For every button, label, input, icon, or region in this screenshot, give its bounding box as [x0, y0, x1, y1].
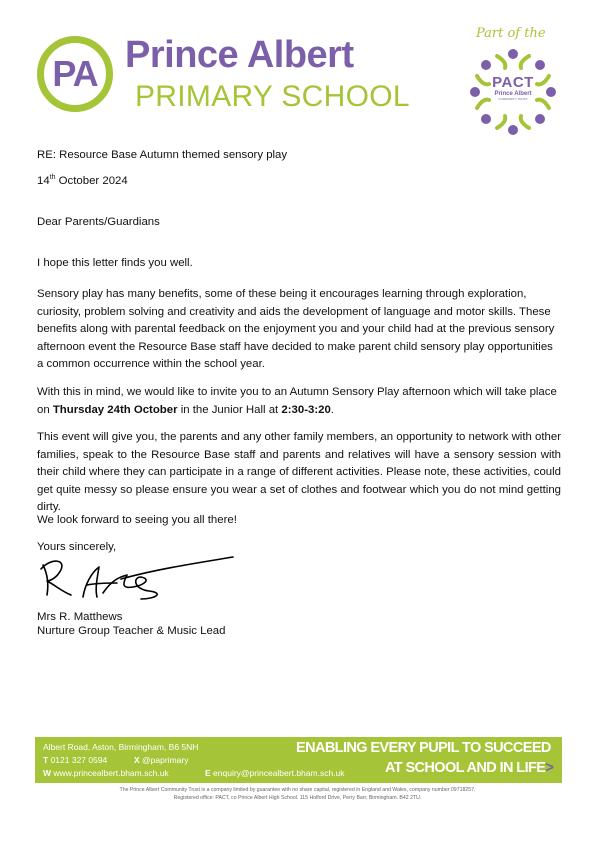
p3-text-c: .: [330, 403, 334, 416]
letter-subject: RE: Resource Base Autumn themed sensory play: [37, 149, 288, 161]
x-handle: @paprimary: [139, 755, 189, 765]
footer-legal-line2: Registered office: PACT, co Prince Albert High School. 115 Holford Drive, Perry Barr, Birmingham. B42 2TU.: [173, 795, 422, 801]
email-key: E: [205, 768, 211, 778]
part-of-label: Part of the: [476, 26, 546, 41]
letter-paragraph-1: I hope this letter finds you well.: [37, 257, 193, 269]
slogan-line2-text: AT SCHOOL AND IN LIFE: [385, 760, 546, 776]
event-time: 2:30-3:20: [281, 403, 331, 416]
school-name-line1: Prince Albert: [125, 34, 354, 76]
school-logo-mark: [37, 36, 113, 112]
footer-x-handle[interactable]: [134, 755, 188, 765]
letter-paragraph-4: This event will give you, the parents and any other family members, an opportunity to network with other families, speak to the Resource Base staff and parents and relatives will have a sensory session with their child where they can participate in a range of different activities. Please note, these activities, could get quite messy so please ensure you wear a set of clothes and footwear which you do not mind getting dirty.: [37, 431, 561, 513]
school-name-line2: PRIMARY SCHOOL: [135, 80, 410, 113]
pact-title: PACT: [492, 74, 534, 91]
tel-number: 0121 327 0594: [48, 755, 108, 765]
web-key: W: [43, 768, 52, 778]
letter-date: [37, 175, 128, 187]
pact-subtitle: Prince Albert: [494, 91, 532, 97]
footer-legal-line1: The Prince Albert Community Trust is a company limited by guarantee with no share capital, registered in England and Wales, company number 09718257.: [119, 787, 476, 793]
tel-key: T: [43, 755, 49, 765]
letter-paragraph-5: We look forward to seeing you all there!: [37, 514, 237, 526]
logo-initials: PA: [52, 53, 98, 94]
letter-paragraph-3: [37, 384, 561, 419]
slogan-arrow-icon: >: [545, 760, 554, 776]
signer-title: Nurture Group Teacher & Music Lead: [37, 625, 226, 637]
footer-email-link[interactable]: [205, 768, 345, 778]
letter-salutation: Dear Parents/Guardians: [37, 216, 160, 228]
letter-paragraph-2: Sensory play has many benefits, some of these being it encourages learning through exploration, curiosity, problem solving and creativity and aids the development of language and motor skills. These benefits along with parental feedback on the enjoyment you and your child had at the previous sensory afternoon event the Resource Base staff have decided to make parent child sensory play opportunities a common occurrence within the school year.: [37, 288, 555, 370]
letter-closing: Yours sincerely,: [37, 541, 117, 553]
signer-name: Mrs R. Matthews: [37, 611, 123, 623]
email-address: enquiry@princealbert.bham.sch.uk: [210, 768, 345, 778]
event-date: Thursday 24th October: [52, 403, 178, 416]
date-day: 14: [37, 175, 50, 187]
footer-slogan-line1: ENABLING EVERY PUPIL TO SUCCEED: [296, 740, 551, 756]
date-rest: October 2024: [55, 175, 128, 187]
footer-website-link[interactable]: [43, 768, 169, 778]
pact-logo-text: [478, 74, 548, 101]
web-url: www.princealbert.bham.sch.uk: [51, 768, 169, 778]
footer-telephone: [43, 755, 107, 765]
date-suffix: th: [49, 174, 56, 182]
p3-text-b: in the Junior Hall at: [177, 403, 282, 416]
handwritten-signature: [37, 553, 237, 613]
pact-tagline: COMMUNITY TRUST: [498, 97, 528, 102]
p3-text-a: With this in mind, we would like to invite you to an Autumn Sensory Play afternoon which will take place on: [37, 386, 557, 416]
footer-address: Albert Road, Aston, Birmingham, B6 5NH: [43, 742, 199, 752]
x-key: X: [134, 755, 140, 765]
footer-slogan-line2: [385, 760, 553, 776]
